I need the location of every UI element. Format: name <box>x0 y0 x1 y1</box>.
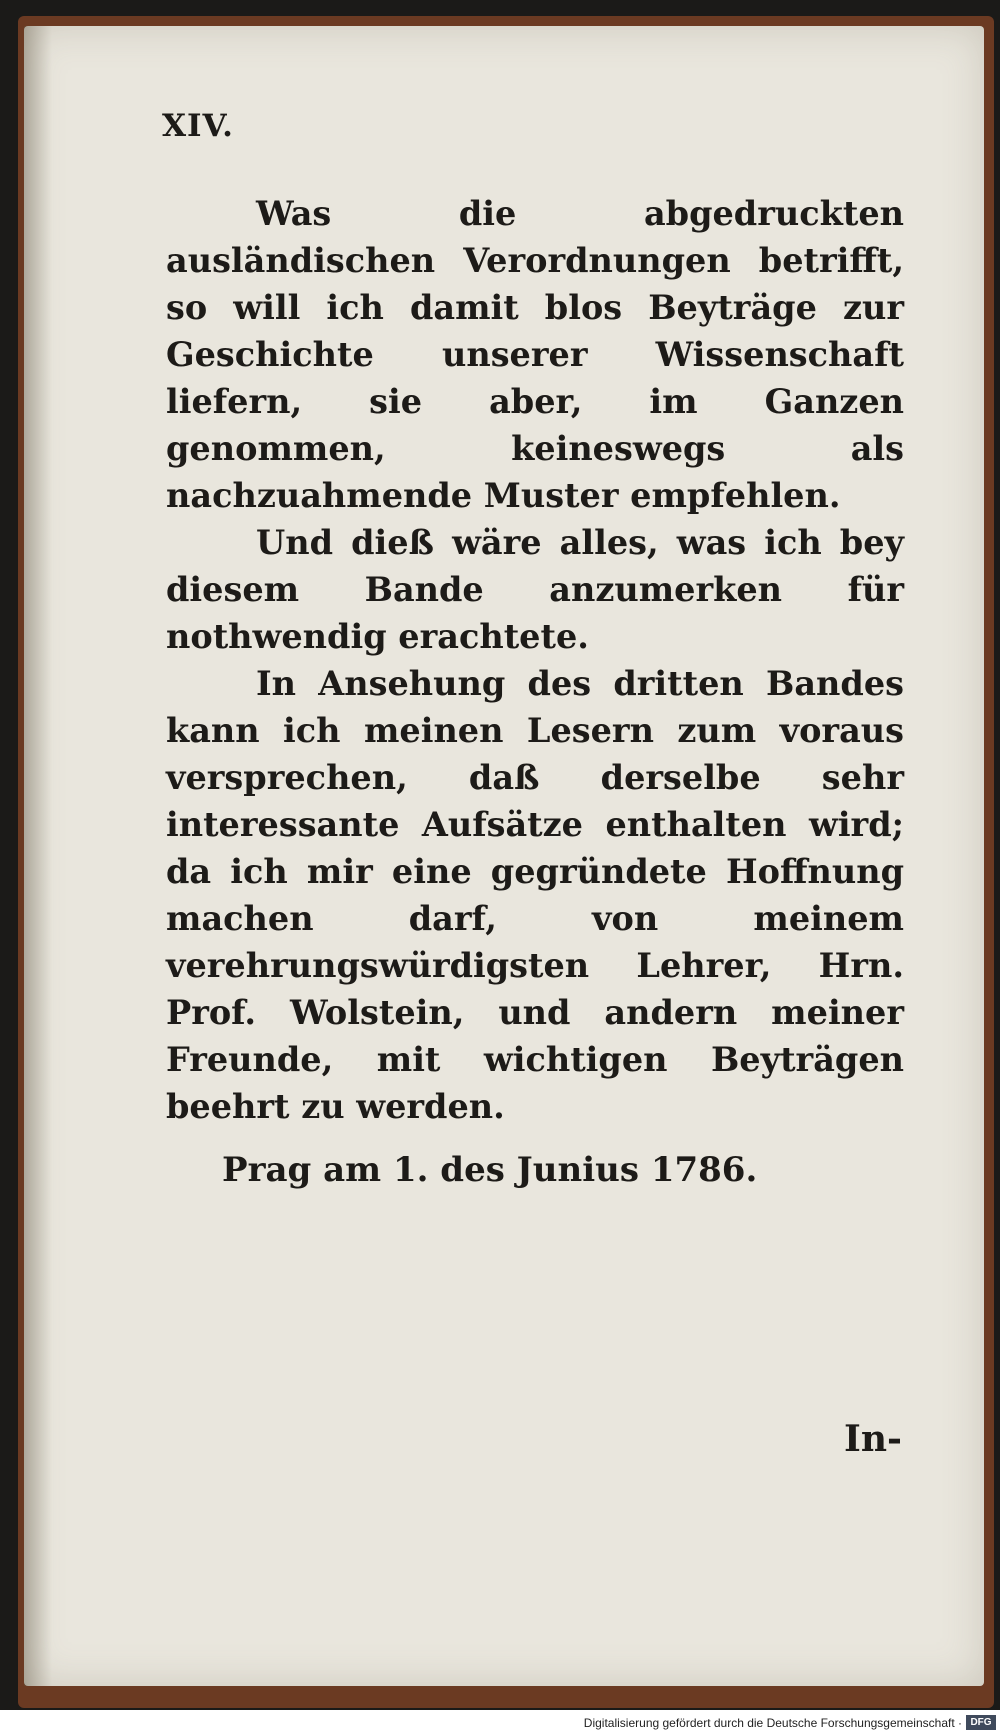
page-body <box>166 190 904 1130</box>
catchword: In- <box>844 1418 902 1460</box>
paragraph-1: Was die abgedruckten ausländischen Verordnungen betrifft, so will ich damit blos Beyträge zur Geschichte unserer Wissenschaft liefern, sie aber, im Ganzen genommen, keineswegs als nachzuahmende Muster empfehlen. <box>166 194 904 515</box>
page-number: XIV. <box>162 108 234 144</box>
footer-credit: Digitalisierung gefördert durch die Deutsche Forschungsgemeinschaft · <box>583 1716 962 1730</box>
dfg-logo-icon: DFG <box>966 1715 996 1730</box>
paragraph-2: Und dieß wäre alles, was ich bey diesem Bande anzumerken für nothwendig erachtete. <box>166 523 904 656</box>
dateline: Prag am 1. des Junius 1786. <box>222 1150 758 1190</box>
paragraph-3: In Ansehung des dritten Bandes kann ich meinen Lesern zum voraus versprechen, daß derselbe sehr interessante Aufsätze enthalten wird; da ich mir eine gegründete Hoffnung machen darf, von meinem verehrungswürdigsten Lehrer, Hrn. Prof. Wolstein, und andern meiner Freunde, mit wichtigen Beyträgen beehrt zu werden. <box>166 664 904 1126</box>
page-gutter-shadow <box>24 26 52 1686</box>
